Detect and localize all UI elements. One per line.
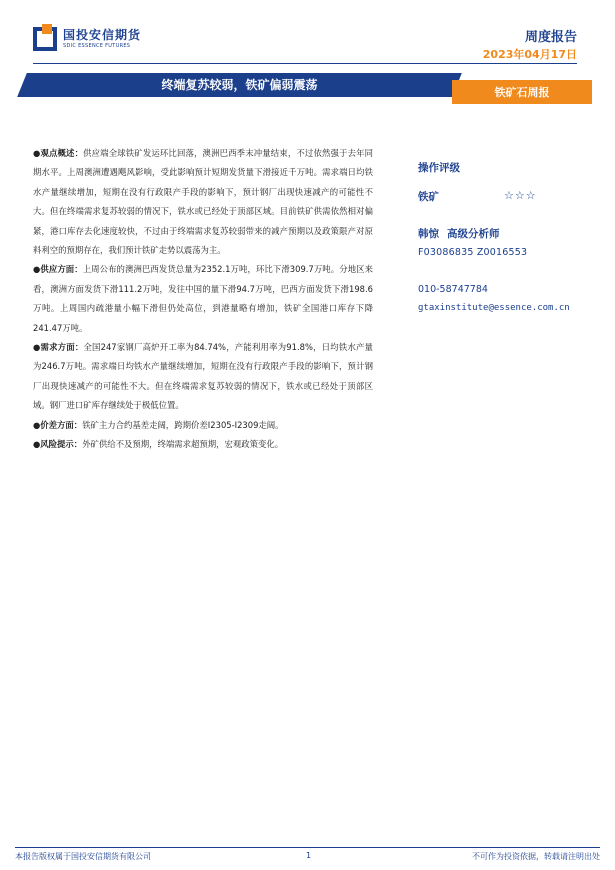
category-label: 铁矿石周报: [494, 86, 550, 99]
sidebar: [418, 160, 608, 313]
analyst-cert: F03086835 Z0016553: [418, 247, 528, 258]
section-text: 上周公布的澳洲巴西发货总量为2352.1万吨，环比下滑309.7万吨。分地区来看，澳洲方面发货下滑111.2万吨，发往中国的量下滑94.7万吨，巴西方面发货下滑198.6万吨。上周国内疏港量小幅下滑但仍处高位，到港量略有增加，铁矿全国港口库存下降241.47万吨。: [33, 264, 373, 333]
section-label: ●需求方面：: [33, 342, 84, 353]
logo-name-en: SDIC ESSENCE FUTURES: [63, 43, 131, 49]
report-date: 2023年04月17日: [482, 48, 577, 61]
analyst-title: 高级分析师: [447, 228, 500, 240]
section-text: 供应端全球铁矿发运环比回落，澳洲巴西季末冲量结束，不过依然强于去年同期水平。上周澳洲遭遇飓风影响，受此影响预计短期发货量下滑接近千万吨。需求端日均铁水产量继续增加，短期在没有行政限产手段的影响下，预计钢厂出现快速减产的可能性不大。但在终端需求复苏较弱的情况下，铁水或已经处于顶部区域。目前铁矿供需依然相对偏紧，港口库存去化速度较快，不过由于终端需求复苏较弱带来的减产预期以及政策限产对原料利空的预期存在，我们预计铁矿走势以震荡为主。: [33, 148, 374, 256]
section-label: ●观点概述：: [33, 148, 84, 158]
company-logo: [33, 27, 141, 51]
rating-stars-icon: ☆☆☆: [504, 189, 537, 202]
section-text: 外矿供给不及预期，终端需求超预期，宏观政策变化。: [82, 439, 284, 450]
contact-phone: 010-58747784: [418, 284, 488, 295]
analyst-name: 韩惊: [418, 228, 439, 240]
header-divider: [33, 63, 577, 64]
section-text: 铁矿主力合约基差走阔，跨期价差I2305-I2309走阔。: [82, 419, 284, 430]
rating-commodity: 铁矿: [418, 191, 439, 203]
footer-copyright: 本报告版权属于国投安信期货有限公司: [15, 852, 151, 861]
section-spread: [33, 416, 373, 435]
report-type: 周度报告: [524, 30, 577, 45]
section-label: ●风险提示：: [33, 439, 83, 450]
rating-row: [418, 189, 608, 204]
rating-label: 操作评级: [418, 162, 460, 174]
section-label: ●价差方面：: [33, 419, 83, 430]
contact-email[interactable]: gtaxinstitute@essence.com.cn: [418, 303, 570, 313]
section-supply: [33, 260, 373, 338]
footer-divider: [15, 847, 600, 848]
analyst: [418, 226, 608, 241]
report-title: 终端复苏较弱，铁矿偏弱震荡: [161, 78, 318, 92]
section-overview: [33, 144, 373, 260]
logo-name-cn: 国投安信期货: [63, 28, 142, 42]
report-body: [33, 144, 373, 455]
section-text: 全国247家钢厂高炉开工率为84.74%，产能利用率为91.8%，日均铁水产量为246.7万吨。需求端日均铁水产量继续增加，短期在没有行政限产手段的影响下，预计钢厂出现快速减产的可能性不大。但在终端需求复苏较弱的情况下，铁水或已经处于顶部区域。钢厂进口矿库存继续处于极低位置。: [33, 342, 374, 411]
section-risk: [33, 435, 373, 454]
page-number: 1: [306, 851, 312, 860]
footer-disclaimer: 不可作为投资依据，转载请注明出处: [472, 852, 600, 861]
section-demand: [33, 338, 373, 416]
logo-mark-icon: [33, 27, 57, 51]
section-label: ●供应方面：: [33, 264, 83, 275]
